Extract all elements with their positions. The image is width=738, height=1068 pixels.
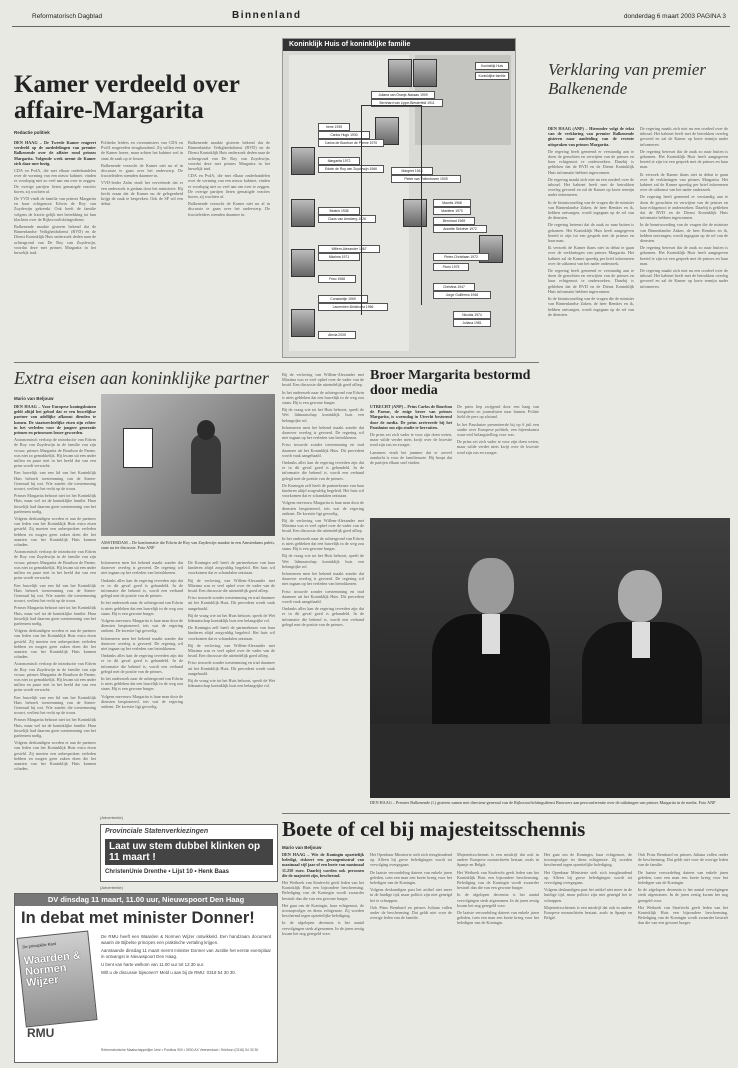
rmu-ad-para: Wilt u de discussie bijwonen? Meld u aan bij de RMU: 0318 54 30 30. [101, 970, 236, 975]
tree-person: Máxima 1971 [318, 253, 360, 261]
photo-frame [123, 428, 153, 468]
tree-person: Claus van Amsberg 1926 [318, 215, 376, 223]
election-ad-small: Provinciale Statenverkiezingen [105, 828, 209, 835]
article2-para: Ondanks alles kan de regering tevreden zijn dat er in dit geval goed is gehandeld. In de informatie die bekend is, wordt een verband gelegd met de positie van de prinses. [282, 460, 364, 481]
side-para: De regering maakt zich niet nu een oordeel over de inhoud. Het kabinet heeft met de betrokken overleg gevoerd en zal de Kamer op korte termijn nader informeren. [640, 126, 728, 147]
side-para: De regering maakt zich niet nu een oordeel over de inhoud. Het kabinet heeft met de betrokken overleg gevoerd en zal de Kamer op korte termijn nader informeren. [640, 268, 728, 289]
article2-para: Bij de verloving van Willem-Alexander met Máxima was er veel ophef over de vader van de bruid. Een discussie die uiteindelijk goed afliep. [188, 577, 275, 594]
divider [14, 362, 539, 363]
article4-para: Het gaat om de Koningin, haar echtgenoot, de troonopvolger en diens echtgenote. Zij worden beschermd tegen opzettelijke belediging. [544, 852, 632, 868]
side-para: In de beantwoording van de vragen die de minister van Binnenlandse Zaken, de heer Remkes en ik, hebben ontvangen, wordt ingegaan op de rol van de diensten. [640, 222, 728, 244]
article2-para: Astronomisch verloop de introductie van Edwin de Roy van Zuydewijn in de familie van zijn vrouw, prinses Margarita de Bourbon de Parme, was niet zo gemakkelijk. Hij kwam uit een ander milieu en paste niet in het beeld dat van een prins wordt verwacht. [14, 549, 96, 581]
article4-para: In de afgelopen decennia is het aantal vervolgingen sterk afgenomen. In de jaren zestig kwam het nog geregeld voor. [457, 892, 539, 908]
advertisement-label: (Advertentie) [100, 885, 123, 890]
article1-col1 [14, 140, 96, 358]
side-para: De regering heeft gemeend er verstandig aan te doen de geruchten en verwijten van de prinses en haar echtgenoot te onderzoeken. Daarbij is gebleken dat de BVD en de Dienst Koninklijk Huis informatie hebben ingewonnen. [548, 268, 634, 294]
article4-byline: Mario van Beljouw [282, 845, 322, 850]
tree-person: Juliana 1981 [453, 319, 491, 327]
rmu-ad-text [101, 934, 271, 1044]
date-page: donderdag 6 maart 2003 PAGINA 3 [623, 13, 726, 20]
article4-para: Het Openbaar Ministerie stelt zich terughoudend op. Alleen bij grove beledigingen wordt tot vervolging overgegaan. [544, 869, 632, 886]
election-ad-party: ChristenUnie Drenthe • Lijst 10 • Henk Baas [105, 869, 229, 875]
rmu-ad-para: De RMU heeft een Waarden & Normen Wijzer ontwikkeld. Een handzaam document waarin de Bijbelse principes een praktische vertaling krijgen. [101, 934, 271, 945]
article2-para: Volgens mevrouw Margarita is haar man door de diensten bespioneerd, iets wat de regering ontkent. De kwestie ligt gevoelig. [101, 618, 183, 634]
article2-para: In het onderzoek naar de achtergrond van Edwin is niets gebleken dat een huwelijk in de weg zou staan. Hij is een gewone burger. [282, 535, 364, 552]
article2-para: Bij de vraag wie tot het Huis behoort, speelt de Wet lidmaatschap koninklijk huis een belangrijke rol. [188, 678, 275, 689]
article1-para: Balkenende verzocht de Kamer niet nu al in discussie te gaan over het onderwerp. De fractieleiders stemden daarmee in. [101, 162, 183, 179]
election-ad-big: Laat uw stem dubbel klinken op 11 maart ! [105, 839, 273, 865]
tree-person: Willem-Alexander 1967 [318, 245, 380, 253]
article2-para: Prinses Margarita behoort niet tot het Koninklijk Huis, maar wel tot de koninklijke familie. Haar huwelijk had daarom geen toestemming van het parlement nodig. [14, 717, 96, 738]
rmu-logo: RMU [27, 1026, 55, 1040]
photo-person-left-head [468, 558, 514, 614]
tree-person: Jorge Guillermo 1946 [433, 291, 491, 299]
article2-para: Friso trouwde zonder toestemming en trad daarmee uit het Koninklijk Huis. Dit precedent wordt vaak aangehaald. [188, 595, 275, 611]
tree-person: Constantijn 1969 [318, 295, 368, 303]
article2-para: Bij de vraag wie tot het Huis behoort, speelt de Wet lidmaatschap koninklijk huis een belangrijke rol. [282, 553, 364, 569]
article2-para: De Koningin zelf heeft de partnerkeuze van haar kinderen altijd zorgvuldig begeleid. Het huis wil voorkomen dat er schandalen ontstaan. [188, 560, 275, 576]
article4-col1 [282, 852, 364, 1058]
article2-para: Bij de vraag wie tot het Huis behoort, speelt de Wet lidmaatschap koninklijk huis een belangrijke rol. [188, 612, 275, 624]
photo-person-left-shirt [482, 614, 500, 654]
article1-para: Balkenende maakte gisteren bekend dat de Binnenlandse Veiligheidsdienst (BVD) en de Dienst Koninklijk Huis onderzoek deden naar de achtergrond van De Roy van Zuydewijn, voordat deze met prinses Margarita in het huwelijk trad. [14, 224, 96, 256]
portrait-margarita [291, 199, 315, 227]
tree-person: Carlos Hugo 1930 [318, 131, 370, 139]
tree-person: Juliana van Oranje-Nassau 1909 [371, 91, 435, 99]
family-tree-graphic [282, 38, 516, 358]
side-para: De regering heeft gemeend er verstandig aan te doen de geruchten en verwijten van de prinses en haar echtgenoot te onderzoeken. Daarbij is gebleken dat de BVD en de Dienst Koninklijk Huis informatie hebben ingewonnen. [548, 148, 634, 175]
article2-para: Volgens mevrouw Margarita is haar man door de diensten bespioneerd, iets wat de regering ontkent. De kwestie ligt gevoelig. [101, 693, 183, 710]
article2-para: In het onderzoek naar de achtergrond van Edwin is niets gebleken dat een huwelijk in de weg zou staan. Hij is een gewone burger. [282, 389, 364, 406]
tree-person: Annette Sekrève 1972 [433, 225, 487, 233]
article3-para: De prins zei zich vader te voor zijn doen weten, maar wilde verder niets kwijt over de kwestie rond zijn zus en zwager. [457, 439, 539, 455]
article2-para: In het onderzoek naar de achtergrond van Edwin is niets gebleken dat een huwelijk in de weg zou staan. Hij is een gewone burger. [101, 600, 183, 616]
tree-person: Marilène 1970 [433, 207, 471, 215]
article4-col4 [544, 852, 632, 1058]
article2-para: Bij de verloving van Willem-Alexander met Máxima was er veel ophef over de vader van de bruid. Een discussie die uiteindelijk goed afliep. [188, 642, 275, 659]
portrait-pieter [403, 199, 427, 227]
article1-para: VVD-leider Zalm vindt het vervelende dat er een onderzoek is gedaan door het ministerie. Hij hecht eraan dat de Kamer nu de gelegenheid krijgt de zaak te bespreken. Ook de SP wil een debat. [101, 180, 183, 207]
rmu-ad-title: In debat met minister Donner! [21, 909, 255, 927]
article4-para: Het gaat om de Koningin, haar echtgenoot, de troonopvolger en diens echtgenote. Zij worden beschermd tegen opzettelijke belediging. [282, 902, 364, 919]
photo-statue [191, 434, 221, 494]
section-title: Binnenland [232, 10, 302, 21]
tree-person: Irene 1939 [318, 123, 350, 131]
article2-para: De Koningin zelf heeft de partnerkeuze van haar kinderen altijd zorgvuldig begeleid. Het huis wil voorkomen dat er schandalen ontstaan. [188, 625, 275, 641]
rmu-ad-banner: DV dinsdag 11 maart, 11.00 uur, Nieuwspoort Den Haag [15, 894, 277, 906]
photo-table [370, 724, 730, 798]
family-tree-title: Koninklijk Huis of koninklijke familie [283, 39, 515, 51]
side-para: De regering betreurt dat de zaak zo naar buiten is gekomen. Het Koninklijk Huis heeft aangegeven bereid te zijn tot een gesprek met de prinses en haar man. [548, 222, 634, 244]
article2-para: Ondanks alles kan de regering tevreden zijn dat er in dit geval goed is gehandeld. In de informatie die bekend is, wordt een verband gelegd met de positie van de prinses. [101, 653, 183, 674]
portrait-maxima [291, 309, 315, 337]
tree-person: Floris 1975 [433, 263, 469, 271]
tree-person: Margarita 1972 [318, 157, 360, 165]
article1-para: Balkenende maakte gisteren bekend dat de Binnenlandse Veiligheidsdienst (BVD) en de Dienst Koninklijk Huis onderzoek deden naar de achtergrond van De Roy van Zuydewijn, voordat deze met prinses Margarita in het huwelijk trad. [188, 140, 270, 172]
article4-col5 [638, 852, 728, 1058]
portrait-juliana [388, 59, 412, 87]
tree-person: Laurentien Brinkhorst 1966 [318, 303, 388, 311]
tree-person: Nicolás 1974 [453, 311, 491, 319]
photo-statue-head [197, 420, 215, 440]
tree-person: Christina 1947 [433, 283, 475, 291]
article3-para: Lammers vindt het jammer dat er zoveel aandacht is voor de familieruzie. Hij hoopt dat de partijen elkaar snel vinden. [370, 449, 452, 466]
article1-para: Balkenende verzocht de Kamer niet nu al in discussie te gaan over het onderwerp. De fractieleiders stemden daarmee in. [188, 201, 270, 217]
article1-para: CDA en PvdA, die met elkaar onderhandelen over de vorming van een nieuw kabinet, vinden er voorlopig niet zo veel aan om over te zeggen. De overige partijen lieten gematigde reacties horen, zij wachten af. [188, 173, 270, 200]
article4-para: Majesteitsschennis is een misdrijf dat ook in andere Europese monarchieën bestaat, zoals in Spanje en België. [544, 904, 632, 921]
article2-para: Informeren men het bekend maakt zonder dat daarover overleg is gevoerd. De regering wil niet ingaan op het verleden van betrokkenen. [101, 635, 183, 652]
tree-person: Margriet 1943 [391, 167, 433, 175]
rmu-book-title: Waarden & Normen Wijzer [23, 949, 82, 990]
article2-col4 [188, 560, 275, 796]
article2-headline: Extra eisen aan koninklijke partner [14, 368, 269, 388]
side-para: De regering betreurt dat de zaak zo naar buiten is gekomen. Het Koninklijk Huis heeft aangegeven bereid te zijn tot een gesprek met de prinses en haar man. [640, 148, 728, 170]
side-para: In de beantwoording van de vragen die de minister van Binnenlandse Zaken, de heer Remkes en ik, hebben ontvangen, wordt ingegaan op de rol van de diensten. [548, 296, 634, 317]
side-para: De regering maakt zich niet nu een oordeel over de inhoud. Het kabinet heeft met de betrokken overleg gevoerd en zal de Kamer op korte termijn nader informeren. [548, 176, 634, 198]
article2-para: Een huwelijk van een lid van het Koninklijk Huis behoeft toestemming van de Staten-Generaal bij wet. Wie zonder die toestemming trouwt, verliest het recht op de troon. [14, 582, 96, 604]
article2-para: Bij de vraag wie tot het Huis behoort, speelt de Wet lidmaatschap koninklijk huis een belangrijke rol. [282, 407, 364, 423]
tree-person: Bernhard van Lippe-Biesterfeld 1911 [371, 99, 443, 107]
newspaper-name: Reformatorisch Dagblad [32, 13, 103, 20]
rmu-book [16, 930, 97, 1027]
side-lead: DEN HAAG (ANP) – Hieronder volgt de tekst van de verklaring van premier Balkenende gisteren naar aanleiding van de recente uitspraken van prinses Margarita. [548, 126, 634, 147]
portrait-bernhard [413, 59, 437, 87]
article4-para: Het Wetboek van Strafrecht geeft leden van het Koninklijk Huis een bijzondere bescherming. Belediging van de Koningin wordt zwaarder bestraft dan die van een gewone burger. [638, 904, 728, 926]
tree-person: Beatrix 1938 [318, 207, 360, 215]
article2-col5 [282, 372, 364, 796]
article1-para: Politieke leiders en viceministers van CDA en PvdA reageerden terughoudend. Zij willen eerst de Kamer horen, maar achten het kabinet wel in staat de zaak op te lossen. [101, 140, 183, 161]
article2-para: Volgens mevrouw Margarita is haar man door de diensten bespioneerd, iets wat de regering ontkent. De kwestie ligt gevoelig. [282, 500, 364, 516]
article3-para: De prins liep zwijgend door een haag van fotografen en journalisten naar binnen. Politie hield de pers op afstand. [457, 404, 539, 420]
article2-para: Ondanks alles kan de regering tevreden zijn dat er in dit geval goed is gehandeld. In de informatie die bekend is, wordt een verband gelegd met de positie van de prinses. [282, 606, 364, 627]
article2-para: Een huwelijk van een lid van het Koninklijk Huis behoeft toestemming van de Staten-Generaal bij wet. Wie zonder die toestemming trouwt, verliest het recht op de troon. [14, 694, 96, 716]
article3-col1 [370, 404, 452, 516]
article3-photo-caption: DEN HAAG – Premier Balkenende (l.) gisteren samen met directeur-generaal van de Rijksvoorlichtingsdienst Brouwers aan persconferentie over de uitlatingen van prinses Margarita in de media. Foto ANP [370, 800, 716, 805]
article4-para: Ook Prins Bernhard en prinses Juliana vallen onder de bescherming. Dat geldt niet voor de overige leden van de familie. [638, 852, 728, 868]
side-col1 [548, 126, 634, 510]
article3-headline: Broer Margarita bestormd door media [370, 368, 531, 398]
article2-para: Informeren men het bekend maakt zonder dat daarover overleg is gevoerd. De regering wil niet ingaan op het verleden van betrokkenen. [282, 424, 364, 441]
article2-para: Friso trouwde zonder toestemming en trad daarmee uit het Koninklijk Huis. Dit precedent wordt vaak aangehaald. [282, 442, 364, 458]
article1-para: CDA en PvdA, die met elkaar onderhandelen over de vorming van een nieuw kabinet, vinden er voorlopig niet zo veel aan om over te zeggen. De overige partijen lieten gematigde reacties horen, zij wachten af. [14, 168, 96, 194]
advertisement-label: (Advertentie) [100, 815, 123, 820]
article4-lead: DEN HAAG – Wie de Koningin opzettelijk beledigt, riskeert een gevangenisstraf van maximaal vijf jaar of een boete van maximaal 11.250 euro. Daarbij worden ook personen die de majesteit zijn, beschermd. [282, 852, 364, 878]
article2-para: Volgens deskundigen worden er aan de partners van leden van het Koninklijk Huis extra eisen gesteld. Zij moeten een onbesproken verleden hebben en mogen geen zaken doen die het aanzien van het Koninklijk Huis kunnen schaden. [14, 740, 96, 772]
side-para: In de beantwoording van de vragen die de minister van Binnenlandse Zaken, de heer Remkes en ik, hebben ontvangen, wordt ingegaan op de rol van de diensten. [548, 199, 634, 221]
article4-para: Volgens deskundigen past het artikel niet meer in de huidige tijd, maar politici zijn niet geneigd het te schrappen. [544, 887, 632, 903]
label-royal-family: Koninklijke familie [475, 72, 509, 80]
article2-para: Astronomisch verloop de introductie van Edwin de Roy van Zuydewijn in de familie van zijn vrouw, prinses Margarita de Bourbon de Parme, was niet zo gemakkelijk. Hij kwam uit een ander milieu en paste niet in het beeld dat van een prins wordt verwacht. [14, 437, 96, 469]
page-header [12, 8, 730, 27]
article2-para: Prinses Margarita behoort niet tot het Koninklijk Huis, maar wel tot de koninklijke familie. Haar huwelijk had daarom geen toestemming van het parlement nodig. [14, 605, 96, 626]
article4-para: Majesteitsschennis is een misdrijf dat ook in andere Europese monarchieën bestaat, zoals in Spanje en België. [457, 852, 539, 868]
article4-para: In de afgelopen decennia is het aantal vervolgingen sterk afgenomen. In de jaren zestig kwam het nog geregeld voor. [638, 887, 728, 903]
portrait-edwin [291, 249, 315, 277]
article2-photo-caption: AMSTERDAM – De konfrontatie die Edwin de Roy van Zuydewijn maakte in een Amsterdams paleis, staat nu ter discussie. Foto ANP [101, 540, 275, 551]
article4-para: In de afgelopen decennia is het aantal vervolgingen sterk afgenomen. In de jaren zestig kwam het nog geregeld voor. [282, 920, 364, 936]
rmu-ad-para: Aanstaande dinsdag 11 maart neemt minister Donner van Justitie het eerste exemplaar in ontvangst in Nieuwspoort Den Haag. [101, 948, 271, 959]
side-para: De regering betreurt dat de zaak zo naar buiten is gekomen. Het Koninklijk Huis heeft aangegeven bereid te zijn tot een gesprek met de prinses en haar man. [640, 245, 728, 266]
photo-person-right-shirt [632, 622, 650, 658]
article3-photo [370, 518, 730, 798]
article2-para: Volgens deskundigen worden er aan de partners van leden van het Koninklijk Huis extra eisen gesteld. Zij moeten een onbesproken verleden hebben en mogen geen zaken doen die het aanzien van het Koninklijk Huis kunnen schaden. [14, 628, 96, 660]
article1-lead: DEN HAAG – De Tweede Kamer reageert verdeeld op de mededelingen van premier Balkenende over de affaire rond prinses Margarita. Volgende week neemt de Kamer zich daar mee bezig. [14, 140, 96, 166]
article4-para: Het Openbaar Ministerie stelt zich terughoudend op. Alleen bij grove beledigingen wordt tot vervolging overgegaan. [370, 852, 452, 868]
tree-person: Pieter van Vollenhoven 1939 [391, 175, 461, 183]
label-royal-house: Koninklijk Huis [475, 62, 509, 70]
article1-col3 [188, 140, 270, 358]
tree-line [421, 105, 422, 305]
side-headline: Verklaring van premier Balkenende [548, 60, 707, 98]
article4-para: Het Wetboek van Strafrecht geeft leden van het Koninklijk Huis een bijzondere bescherming. Belediging van de Koningin wordt zwaarder bestraft dan die van een gewone burger. [282, 880, 364, 901]
article2-para: Een huwelijk van een lid van het Koninklijk Huis behoeft toestemming van de Staten-Generaal bij wet. Wie zonder die toestemming trouwt, verliest het recht op de troon. [14, 470, 96, 492]
tree-person: Carlos de Bourbon de Parme 1970 [318, 139, 384, 147]
article4-para: De laatste veroordeling dateert van enkele jaren geleden, toen een man een boete kreeg voor het beledigen van de Koningin. [638, 869, 728, 886]
article2-para: Volgens deskundigen worden er aan de partners van leden van het Koninklijk Huis extra eisen gesteld. Zij moeten een onbesproken verleden hebben en mogen geen zaken doen die het aanzien van het Koninklijk Huis kunnen schaden. [14, 516, 96, 548]
article1-headline: Kamer verdeeld over affaire-Margarita [14, 71, 240, 124]
tree-person: Maurits 1968 [433, 199, 471, 207]
rmu-ad-para: U bent van harte welkom van 11.00 uur tot 12.30 uur. [101, 962, 205, 967]
article4-para: De laatste veroordeling dateert van enkele jaren geleden, toen een man een boete kreeg voor het beledigen van de Koningin. [370, 869, 452, 886]
article2-photo [101, 394, 275, 536]
portrait-carlos [291, 147, 315, 175]
article1-para: De VVD vindt de familie van prinses Margarita en haar echtgenoot Edwin de Roy van Zuydewijn gekrenkt. Ook heeft de familie volgens de fractie gelijk met betrekking tot hun klachten over de Rijksvoorlichtingsdienst. [14, 196, 96, 222]
article1-byline: Redactie politiek [14, 130, 50, 135]
article2-para: Astronomisch verloop de introductie van Edwin de Roy van Zuydewijn in de familie van zijn vrouw, prinses Margarita de Bourbon de Parme, was niet zo gemakkelijk. Hij kwam uit een ander milieu en paste niet in het beeld dat van een prins wordt verwacht. [14, 661, 96, 693]
tree-line [361, 105, 362, 315]
article4-col3 [457, 852, 539, 1058]
article4-para: Volgens deskundigen past het artikel niet meer in de huidige tijd, maar politici zijn niet geneigd het te schrappen. [370, 887, 452, 903]
article2-para: Ondanks alles kan de regering tevreden zijn dat er in dit geval goed is gehandeld. In de informatie die bekend is, wordt een verband gelegd met de positie van de prinses. [101, 577, 183, 599]
article3-col2 [457, 404, 539, 516]
article2-para: Friso trouwde zonder toestemming en trad daarmee uit het Koninklijk Huis. Dit precedent wordt vaak aangehaald. [188, 660, 275, 676]
rmu-ad[interactable] [14, 893, 278, 1063]
tree-line [361, 105, 421, 106]
photo-person-right-head [618, 570, 662, 622]
article2-para: De Koningin zelf heeft de partnerkeuze van haar kinderen altijd zorgvuldig begeleid. Het huis wil voorkomen dat er schandalen ontstaan. [282, 482, 364, 499]
side-para: Ik verzoek de Kamer thans niet in debat te gaan over de verklaringen van prinses Margarita. Het kabinet zal de Kamer spoedig per brief informeren over de uitkomst van het nader onderzoek. [640, 171, 728, 193]
article2-byline: Mario van Beljouw [14, 396, 54, 401]
tree-person: Edwin de Roy van Zuydewijn 1966 [318, 165, 384, 173]
tree-person: Bernhard 1969 [433, 217, 475, 225]
article2-para: Bij de verloving van Willem-Alexander met Máxima was er veel ophef over de vader van de bruid. Een discussie die uiteindelijk goed afliep. [282, 372, 364, 388]
article2-para: Informeren men het bekend maakt zonder dat daarover overleg is gevoerd. De regering wil niet ingaan op het verleden van betrokkenen. [282, 570, 364, 587]
side-para: Ik verzoek de Kamer thans niet in debat te gaan over de verklaringen van prinses Margarita. Het kabinet zal de Kamer spoedig per brief informeren over de uitkomst van het nader onderzoek. [548, 245, 634, 266]
article2-para: Bij de verloving van Willem-Alexander met Máxima was er veel ophef over de vader van de bruid. Een discussie die uiteindelijk goed afliep. [282, 518, 364, 534]
tree-person: Friso 1968 [318, 275, 356, 283]
article4-col2 [370, 852, 452, 1058]
article4-para: De laatste veroordeling dateert van enkele jaren geleden, toen een man een boete kreeg voor het beledigen van de Koningin. [457, 910, 539, 926]
side-col2 [640, 126, 728, 510]
rmu-book-top: De principiële Kant [22, 940, 57, 950]
article2-para: Friso trouwde zonder toestemming en trad daarmee uit het Koninklijk Huis. Dit precedent wordt vaak aangehaald. [282, 588, 364, 604]
rmu-ad-footer: Reformatorische Maatschappelijke Unie • Postbus 900 • 3900 AX Veenendaal • Telefoon (0318) 54 30 30 [101, 1048, 259, 1052]
side-para: De regering heeft gemeend er verstandig aan te doen de geruchten en verwijten van de prinses en haar echtgenoot te onderzoeken. Daarbij is gebleken dat de BVD en de Dienst Koninklijk Huis informatie hebben ingewonnen. [640, 194, 728, 221]
article3-lead: UTRECHT (ANP) – Prins Carlos de Bourbon de Parme, de enige broer van prinses Margarita, is woensdag in Utrecht bestormd door de media. De prins arriveerde bij het Paushuize om zijn studie te hervatten. [370, 404, 452, 430]
article1-col2 [101, 140, 183, 358]
divider [282, 813, 730, 814]
article4-headline: Boete of cel bij majesteitsschennis [282, 817, 586, 841]
article2-lead: DEN HAAG – Voor Europese koningshuizen geldt altijd het gebod dat er een huwelijkse partner van adellijke afkomst dienden te komen. De staatsrechtelijke eisen zijn echter in het verleden voor de jongere generatie prinsen en prinsessen losser geworden. [14, 404, 96, 436]
tree-person: Pieter-Christiaan 1972 [433, 253, 489, 261]
article3-para: De prins zei zich vader te voor zijn doen weten, maar wilde verder niets kwijt over de kwestie rond zijn zus en zwager. [370, 432, 452, 448]
article4-para: Ook Prins Bernhard en prinses Juliana vallen onder de bescherming. Dat geldt niet voor de overige leden van de familie. [370, 904, 452, 921]
tree-person: Alexia 2005 [318, 331, 356, 339]
article2-para: In het onderzoek naar de achtergrond van Edwin is niets gebleken dat een huwelijk in de weg zou staan. Hij is een gewone burger. [101, 676, 183, 692]
article3-para: In het Paushuize presenteerde hij op 6 juli een studie over Europese politiek, een bijeenkomst waar veel belangstelling voor was. [457, 421, 539, 438]
article2-para: Prinses Margarita behoort niet tot het Koninklijk Huis, maar wel tot de koninklijke familie. Haar huwelijk had daarom geen toestemming van het parlement nodig. [14, 493, 96, 514]
article2-para: Informeren men het bekend maakt zonder dat daarover overleg is gevoerd. De regering wil niet ingaan op het verleden van betrokkenen. [101, 560, 183, 576]
election-ad[interactable] [100, 824, 278, 882]
article4-para: Het Wetboek van Strafrecht geeft leden van het Koninklijk Huis een bijzondere bescherming. Belediging van de Koningin wordt zwaarder bestraft dan die van een gewone burger. [457, 869, 539, 891]
article2-col3 [101, 560, 183, 796]
